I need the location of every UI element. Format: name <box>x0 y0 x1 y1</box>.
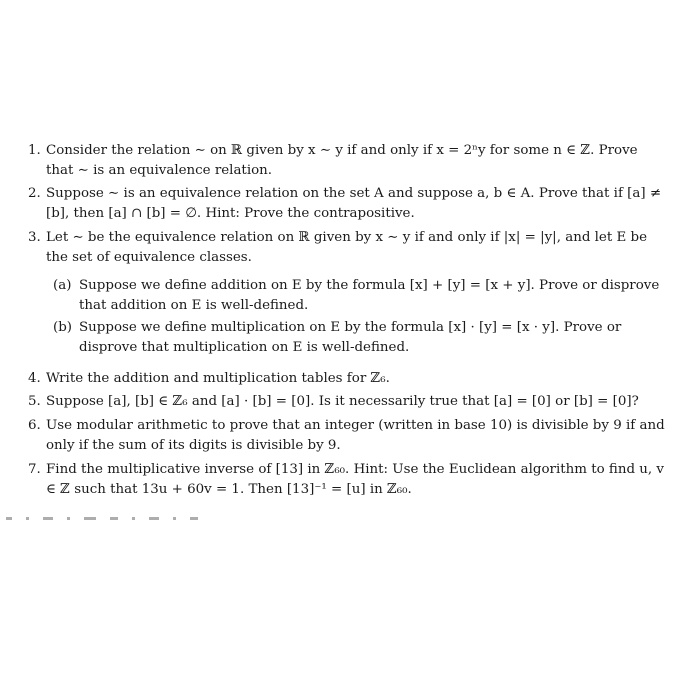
problem-text: Use modular arithmetic to prove that an integer (written in base 10) is divisible by 9 if and only if the sum of its digits is divisible by 9. <box>46 418 665 453</box>
problem-3-part-a <box>53 276 665 316</box>
problem-6 <box>28 416 668 456</box>
part-label: (b) <box>53 320 73 335</box>
problem-number: 6. <box>28 418 41 433</box>
problem-number: 3. <box>28 230 41 245</box>
part-label: (a) <box>53 278 72 293</box>
part-text: Suppose we define addition on E by the formula [x] + [y] = [x + y]. Prove or disprove that addition on E is well-defined. <box>79 278 660 313</box>
cropped-text-remnant <box>6 517 296 525</box>
problem-7 <box>28 460 668 500</box>
problem-number: 4. <box>28 371 41 386</box>
problem-number: 7. <box>28 462 41 477</box>
problem-3-part-b <box>53 318 665 358</box>
problem-3 <box>28 228 668 268</box>
problem-text: Let ∼ be the equivalence relation on ℝ given by x ∼ y if and only if |x| = |y|, and let E be the set of equivalence classes. <box>46 230 648 265</box>
problem-number: 1. <box>28 143 41 158</box>
problem-number: 2. <box>28 186 41 201</box>
problem-1 <box>28 141 668 181</box>
problem-2 <box>28 184 668 224</box>
problem-text: Suppose [a], [b] ∈ ℤ₆ and [a] · [b] = [0]. Is it necessarily true that [a] = [0] or [b] = [0]? <box>46 394 639 409</box>
problem-4 <box>28 369 668 389</box>
part-text: Suppose we define multiplication on E by the formula [x] · [y] = [x · y]. Prove or disprove that multiplication on E is well-defined. <box>79 320 622 355</box>
problem-text: Write the addition and multiplication tables for ℤ₆. <box>46 371 390 386</box>
problem-text: Suppose ∼ is an equivalence relation on the set A and suppose a, b ∈ A. Prove that if [a] ≠ [b], then [a] ∩ [b] = ∅. Hint: Prove the contrapositive. <box>46 186 662 221</box>
problem-text: Find the multiplicative inverse of [13] in ℤ₆₀. Hint: Use the Euclidean algorithm to find u, v ∈ ℤ such that 13u + 60v = 1. Then [13]⁻¹ = [u] in ℤ₆₀. <box>46 462 664 497</box>
problem-number: 5. <box>28 394 41 409</box>
problem-5 <box>28 392 668 412</box>
problem-text: Consider the relation ∼ on ℝ given by x ∼ y if and only if x = 2ⁿy for some n ∈ ℤ. Prove that ∼ is an equivalence relation. <box>46 143 638 178</box>
